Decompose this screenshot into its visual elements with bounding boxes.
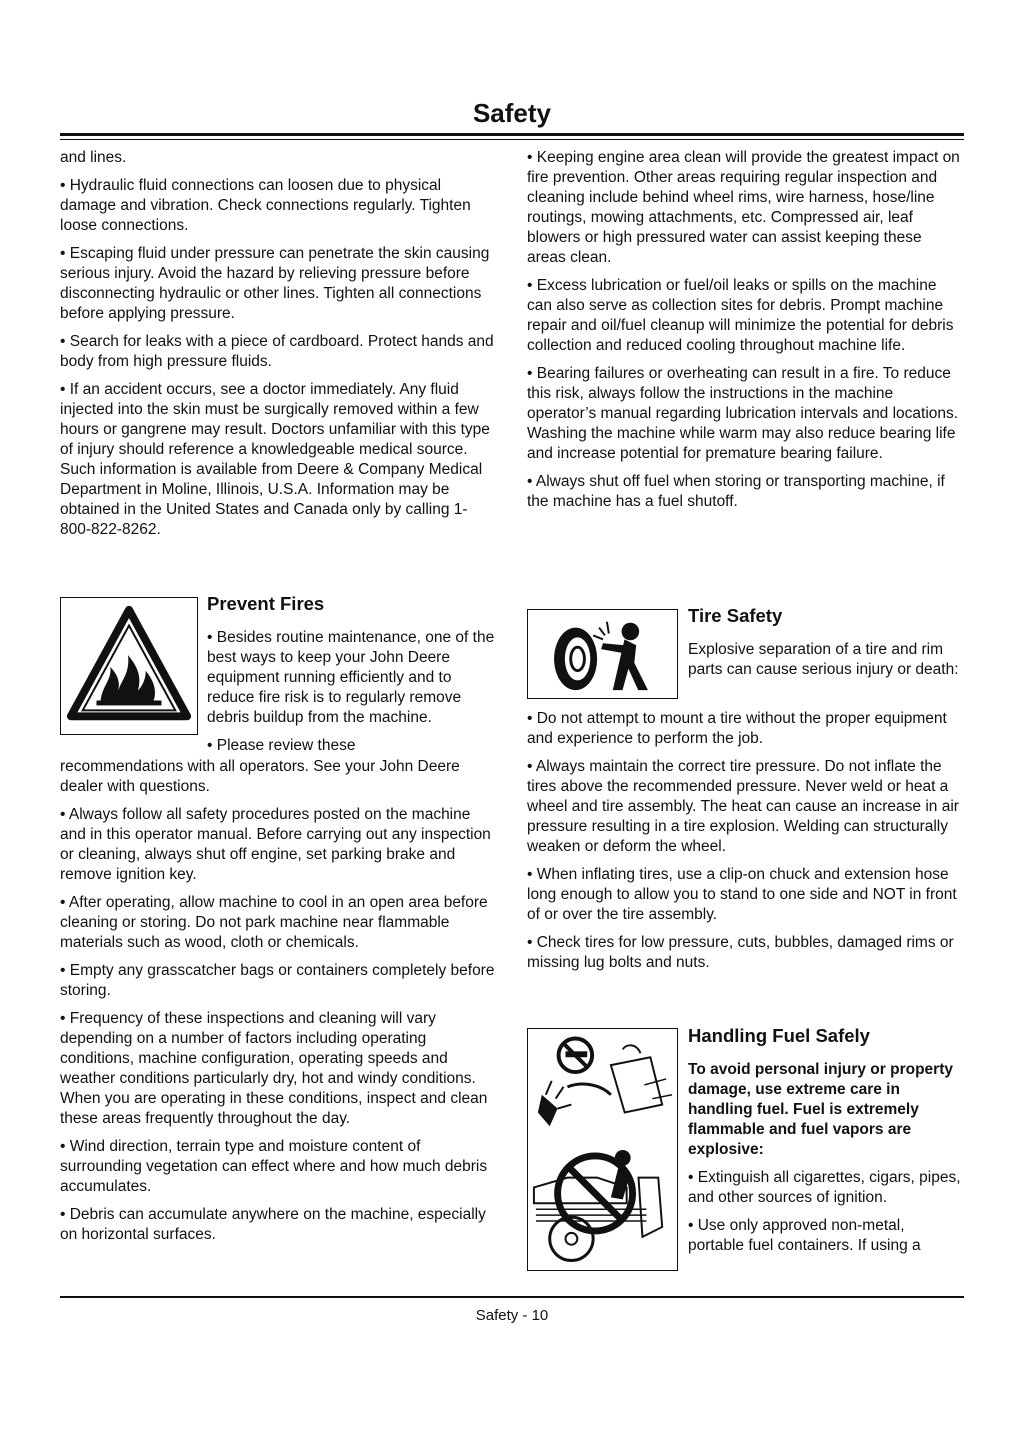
paragraph: • If an accident occurs, see a doctor immediately. Any fluid injected into the skin must be surgically removed within a few hours or gangrene may result. Doctors unfamiliar with this type of injury should reference a knowledgeable medical source. Such information is available from Deere & Company Medical Department in Moline, Illinois, U.S.A. Information may be obtained in the United States and Canada only by calling 1-800-822-8262. xyxy=(60,381,490,538)
paragraph: Explosive separation of a tire and rim parts can cause serious injury or death: xyxy=(688,641,959,678)
prevent-fires-heading: Prevent Fires xyxy=(207,593,325,614)
footer-rule xyxy=(60,1296,964,1298)
right-top-text xyxy=(527,148,964,520)
tire-safety-heading: Tire Safety xyxy=(688,605,783,626)
fuel-handling-icon xyxy=(527,1028,678,1271)
paragraph: • Search for leaks with a piece of cardboard. Protect hands and body from high pressure fluids. xyxy=(60,333,494,370)
paragraph: • Use only approved non-metal, portable fuel containers. If using a xyxy=(688,1217,921,1254)
paragraph: • Bearing failures or overheating can result in a fire. To reduce this risk, always follow the instructions in the machine operator’s manual regarding lubrication intervals and locations. Washing the machine while warm may also reduce bearing life and increase potential for premature bearing failure. xyxy=(527,365,959,462)
header-rule-thin xyxy=(60,139,964,140)
paragraph: • Extinguish all cigarettes, cigars, pipes, and other sources of ignition. xyxy=(688,1169,961,1206)
paragraph: • Debris can accumulate anywhere on the machine, especially on horizontal surfaces. xyxy=(60,1206,486,1243)
left-top-text xyxy=(60,148,496,548)
paragraph: • Excess lubrication or fuel/oil leaks or spills on the machine can also serve as collection sites for debris. Prompt machine repair and oil/fuel cleanup will minimize the potential for debris collection and reduced cooling throughout machine life. xyxy=(527,277,954,354)
page-title: Safety xyxy=(472,98,552,128)
tire-safety-section xyxy=(688,604,964,688)
page-footer: Safety - 10 xyxy=(475,1307,549,1324)
paragraph: • Always shut off fuel when storing or transporting machine, if the machine has a fuel shutoff. xyxy=(527,473,945,510)
paragraph: • Always follow all safety procedures posted on the machine and in this operator manual. Before carrying out any inspection or cleaning, always shut off engine, set parking brake and remove ignition key. xyxy=(60,806,491,883)
paragraph: • After operating, allow machine to cool in an open area before cleaning or storing. Do not park machine near flammable materials such as wood, cloth or chemicals. xyxy=(60,894,488,951)
paragraph: • Hydraulic fluid connections can loosen due to physical damage and vibration. Check connections regularly. Tighten loose connections. xyxy=(60,177,471,234)
paragraph: • Always maintain the correct tire pressure. Do not inflate the tires above the recommended pressure. Never weld or heat a wheel and tire assembly. The heat can cause an increase in air pressure resulting in a tire explosion. Welding can structurally weaken or deform the wheel. xyxy=(527,758,959,855)
paragraph: and lines. xyxy=(60,149,127,166)
paragraph: • Empty any grasscatcher bags or containers completely before storing. xyxy=(60,962,495,999)
paragraph: • Wind direction, terrain type and moisture content of surrounding vegetation can effect where and how much debris accumulates. xyxy=(60,1138,488,1195)
paragraph: • Keeping engine area clean will provide the greatest impact on fire prevention. Other areas requiring regular inspection and cleaning include behind wheel rims, wire harness, hose/line routings, mowing attachments, etc. Compressed air, leaf blowers or high pressured water can assist keeping these areas clean. xyxy=(527,149,960,266)
paragraph: • Please review these xyxy=(207,737,356,754)
paragraph: • Frequency of these inspections and cleaning will vary depending on a number of factors including operating conditions, machine configuration, operating speeds and weather conditions particularly dry, hot and windy conditions. When you are operating in these conditions, inspect and clean these areas frequently throughout the day. xyxy=(60,1010,488,1127)
paragraph: • When inflating tires, use a clip-on chuck and extension hose long enough to allow you to stand to one side and NOT in front of or over the tire assembly. xyxy=(527,866,957,923)
paragraph: • Check tires for low pressure, cuts, bubbles, damaged rims or missing lug bolts and nuts. xyxy=(527,934,954,971)
paragraph: • Escaping fluid under pressure can penetrate the skin causing serious injury. Avoid the hazard by relieving pressure before disconnecting hydraulic or other lines. Tighten all connections before applying pressure. xyxy=(60,245,490,322)
paragraph: • Besides routine maintenance, one of the best ways to keep your John Deere equipment running efficiently and to reduce fire risk is to regularly remove debris buildup from the machine. xyxy=(207,629,495,726)
tire-explosion-icon xyxy=(527,609,678,699)
paragraph: recommendations with all operators. See your John Deere dealer with questions. xyxy=(60,758,460,795)
fire-hazard-icon xyxy=(60,597,198,735)
tire-safety-list xyxy=(527,709,964,981)
fuel-warning: To avoid personal injury or property damage, use extreme care in handling fuel. Fuel is extremely flammable and fuel vapors are explosive: xyxy=(688,1061,953,1158)
header-rule xyxy=(60,133,964,136)
paragraph: • Do not attempt to mount a tire without the proper equipment and experience to perform the job. xyxy=(527,710,947,747)
prevent-fires-list xyxy=(60,757,496,1253)
prevent-fires-section xyxy=(207,592,497,756)
fuel-heading: Handling Fuel Safely xyxy=(688,1025,870,1046)
fuel-section xyxy=(688,1024,964,1264)
